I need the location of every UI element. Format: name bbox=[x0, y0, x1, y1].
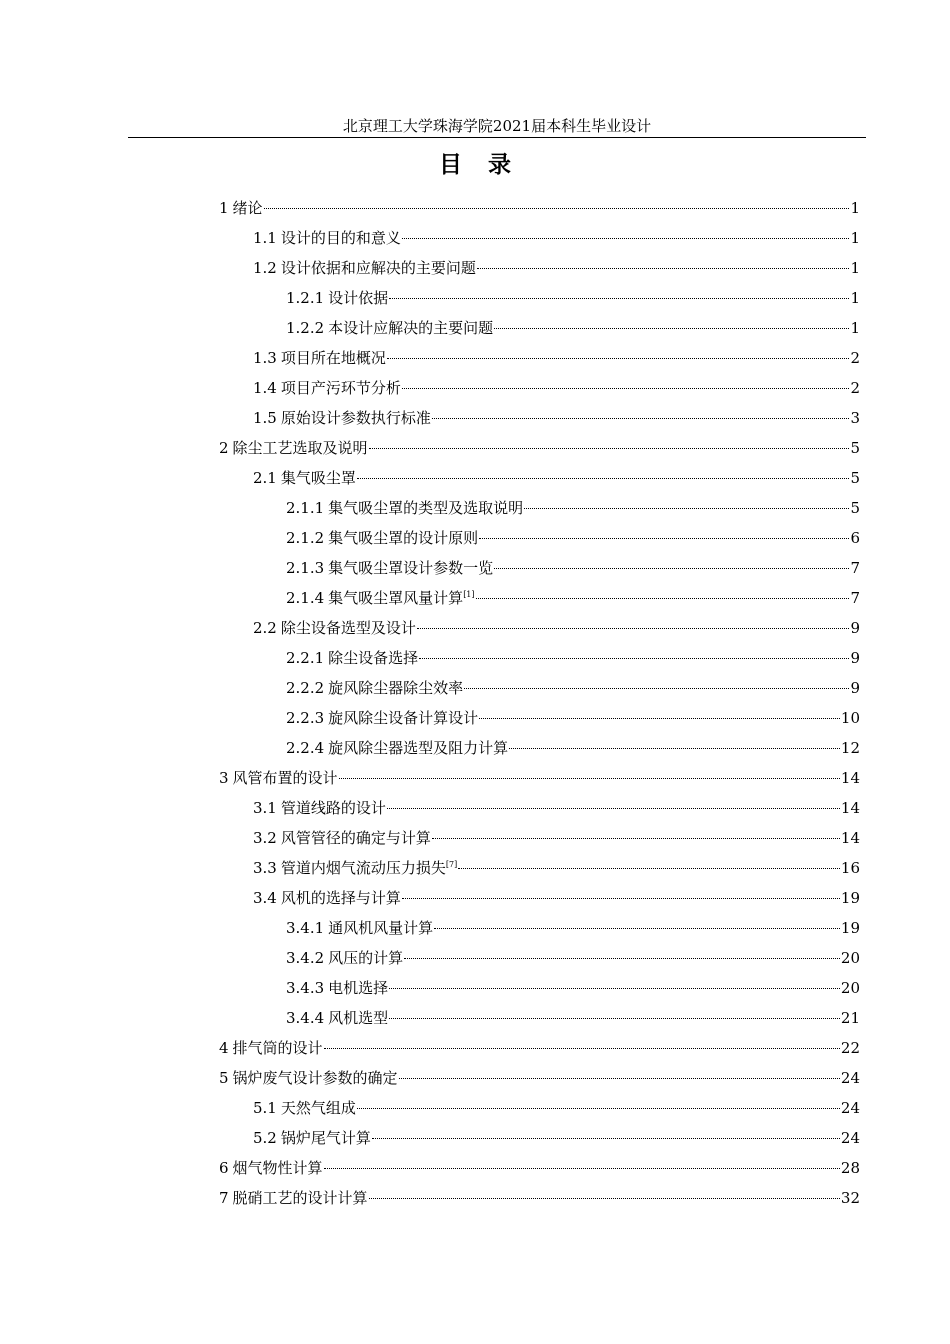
toc-entry[interactable] bbox=[219, 1033, 860, 1063]
toc-entry[interactable] bbox=[219, 313, 860, 343]
toc-entry[interactable] bbox=[219, 553, 860, 583]
toc-entry-title bbox=[281, 253, 476, 283]
dot-leader bbox=[399, 1078, 840, 1079]
toc-entry-title bbox=[233, 763, 338, 793]
toc-entry-number: 1.1 bbox=[253, 229, 277, 247]
toc-entry-page-number: 5 bbox=[850, 499, 860, 517]
toc-entry-title-text: 设计依据 bbox=[328, 289, 389, 307]
toc-entry-title-text: 设计的目的和意义 bbox=[280, 229, 401, 247]
toc-entry[interactable] bbox=[219, 823, 860, 853]
toc-entry-number: 1.2 bbox=[253, 259, 277, 277]
toc-entry-page-number: 28 bbox=[840, 1159, 860, 1177]
toc-entry-page-number: 1 bbox=[850, 259, 860, 277]
dot-leader bbox=[324, 1048, 840, 1049]
toc-entry-number: 6 bbox=[219, 1159, 229, 1177]
toc-entry-number: 3.2 bbox=[253, 829, 277, 847]
dot-leader bbox=[389, 298, 849, 299]
toc-title: 目录 bbox=[439, 151, 537, 178]
toc-entry-title bbox=[328, 493, 523, 523]
toc-entry-title-text: 烟气物性计算 bbox=[232, 1159, 323, 1177]
toc-entry-title-text: 除尘设备选择 bbox=[328, 649, 419, 667]
toc-entry-title-text: 项目所在地概况 bbox=[280, 349, 386, 367]
toc-entry-title bbox=[328, 583, 474, 613]
dot-leader bbox=[369, 448, 850, 449]
toc-entry-title bbox=[328, 523, 478, 553]
toc-entry-title bbox=[233, 433, 368, 463]
toc-entry-title bbox=[281, 223, 401, 253]
toc-entry-title bbox=[328, 703, 478, 733]
dot-leader bbox=[402, 898, 840, 899]
toc-entry-title bbox=[233, 193, 263, 223]
page-header: 北京理工大学珠海学院2021届本科生毕业设计 bbox=[128, 115, 866, 138]
toc-entry-number: 1 bbox=[219, 199, 229, 217]
toc-entry-page-number: 32 bbox=[840, 1189, 860, 1207]
toc-entry-number: 1.3 bbox=[253, 349, 277, 367]
toc-entry-number: 1.4 bbox=[253, 379, 277, 397]
toc-entry[interactable] bbox=[219, 1153, 860, 1183]
dot-leader bbox=[479, 718, 840, 719]
toc-entry-page-number: 3 bbox=[850, 409, 860, 427]
toc-entry-title-text: 项目产污环节分析 bbox=[280, 379, 401, 397]
toc-entry-page-number: 1 bbox=[850, 199, 860, 217]
toc-entry-page-number: 20 bbox=[840, 949, 860, 967]
toc-entry-page-number: 10 bbox=[840, 709, 860, 727]
toc-entry[interactable] bbox=[219, 1093, 860, 1123]
dot-leader bbox=[369, 1198, 840, 1199]
dot-leader bbox=[476, 598, 850, 599]
toc-entry-title bbox=[281, 1093, 356, 1123]
toc-entry-title bbox=[281, 1123, 371, 1153]
dot-leader bbox=[477, 268, 850, 269]
dot-leader bbox=[464, 688, 849, 689]
toc-entry-number: 2.1.3 bbox=[286, 559, 325, 577]
citation-superscript: [1] bbox=[463, 590, 475, 599]
toc-entry-title-text: 天然气组成 bbox=[280, 1099, 356, 1117]
toc-entry-title-text: 脱硝工艺的设计计算 bbox=[232, 1189, 368, 1207]
toc-entry-number: 3.4 bbox=[253, 889, 277, 907]
toc-entry-title-text: 设计依据和应解决的主要问题 bbox=[280, 259, 476, 277]
dot-leader bbox=[494, 328, 849, 329]
dot-leader bbox=[357, 478, 850, 479]
toc-entry-number: 3.4.1 bbox=[286, 919, 325, 937]
toc-entry-title-text: 通风机风量计算 bbox=[328, 919, 434, 937]
toc-entry-number: 2.1.1 bbox=[286, 499, 325, 517]
toc-entry-title-text: 集气吸尘罩 bbox=[280, 469, 356, 487]
toc-entry-title bbox=[328, 973, 388, 1003]
toc-entry-title-text: 锅炉废气设计参数的确定 bbox=[232, 1069, 398, 1087]
toc-entry-title bbox=[233, 1153, 323, 1183]
toc-entry-page-number: 5 bbox=[850, 469, 860, 487]
toc-entry[interactable] bbox=[219, 343, 860, 373]
toc-entry-title-text: 风机选型 bbox=[328, 1009, 389, 1027]
toc-entry[interactable] bbox=[219, 853, 860, 883]
toc-entry-page-number: 6 bbox=[850, 529, 860, 547]
toc-entry-title bbox=[233, 1033, 323, 1063]
toc-entry[interactable] bbox=[219, 1003, 860, 1033]
toc-entry-page-number: 9 bbox=[850, 679, 860, 697]
toc-entry-title bbox=[328, 283, 388, 313]
dot-leader bbox=[432, 838, 840, 839]
toc-entry-title-text: 原始设计参数执行标准 bbox=[280, 409, 431, 427]
toc-entry-page-number: 9 bbox=[850, 649, 860, 667]
dot-leader bbox=[494, 568, 849, 569]
toc-entry[interactable] bbox=[219, 493, 860, 523]
toc-entry-title-text: 风机的选择与计算 bbox=[280, 889, 401, 907]
toc-entry-title bbox=[281, 343, 386, 373]
toc-entry-page-number: 14 bbox=[840, 829, 860, 847]
toc-entry-page-number: 2 bbox=[850, 349, 860, 367]
toc-entry-title bbox=[281, 823, 431, 853]
toc-entry-title bbox=[281, 853, 457, 883]
table-of-contents bbox=[219, 193, 860, 1213]
toc-entry[interactable] bbox=[219, 643, 860, 673]
toc-entry-number: 2.2 bbox=[253, 619, 277, 637]
toc-entry-title-text: 管道线路的设计 bbox=[280, 799, 386, 817]
toc-entry[interactable] bbox=[219, 703, 860, 733]
toc-entry-number: 1.2.2 bbox=[286, 319, 325, 337]
dot-leader bbox=[509, 748, 840, 749]
toc-entry-number: 2.2.1 bbox=[286, 649, 325, 667]
toc-entry-title-text: 电机选择 bbox=[328, 979, 389, 997]
toc-entry-page-number: 14 bbox=[840, 769, 860, 787]
toc-entry[interactable] bbox=[219, 523, 860, 553]
toc-entry-number: 1.5 bbox=[253, 409, 277, 427]
dot-leader bbox=[458, 868, 840, 869]
toc-entry-title bbox=[281, 793, 386, 823]
toc-entry[interactable] bbox=[219, 223, 860, 253]
toc-entry-page-number: 24 bbox=[840, 1069, 860, 1087]
dot-leader bbox=[419, 658, 849, 659]
toc-entry-title bbox=[281, 883, 401, 913]
toc-entry[interactable] bbox=[219, 793, 860, 823]
toc-entry-title-text: 除尘设备选型及设计 bbox=[280, 619, 416, 637]
toc-entry-number: 5.2 bbox=[253, 1129, 277, 1147]
toc-entry-number: 2 bbox=[219, 439, 229, 457]
toc-entry-page-number: 2 bbox=[850, 379, 860, 397]
toc-entry-title-text: 本设计应解决的主要问题 bbox=[328, 319, 494, 337]
toc-entry-number: 3.3 bbox=[253, 859, 277, 877]
toc-entry-title-text: 锅炉尾气计算 bbox=[280, 1129, 371, 1147]
toc-entry-number: 3.4.4 bbox=[286, 1009, 325, 1027]
toc-entry-title-text: 集气吸尘罩风量计算 bbox=[328, 589, 464, 607]
toc-entry-title-text: 绪论 bbox=[232, 199, 263, 217]
toc-entry[interactable] bbox=[219, 1183, 860, 1213]
toc-entry-title bbox=[328, 553, 493, 583]
toc-entry[interactable] bbox=[219, 673, 860, 703]
toc-entry[interactable] bbox=[219, 583, 860, 613]
toc-entry-number: 7 bbox=[219, 1189, 229, 1207]
toc-entry-title bbox=[233, 1183, 368, 1213]
toc-entry-title-text: 集气吸尘罩的设计原则 bbox=[328, 529, 479, 547]
toc-entry-number: 5 bbox=[219, 1069, 229, 1087]
toc-entry-page-number: 1 bbox=[850, 319, 860, 337]
toc-entry-title bbox=[328, 643, 418, 673]
dot-leader bbox=[264, 208, 850, 209]
toc-entry[interactable] bbox=[219, 883, 860, 913]
toc-entry-title-text: 集气吸尘罩的类型及选取说明 bbox=[328, 499, 524, 517]
toc-entry[interactable] bbox=[219, 763, 860, 793]
toc-entry-title bbox=[281, 613, 416, 643]
dot-leader bbox=[402, 238, 850, 239]
dot-leader bbox=[357, 1108, 840, 1109]
dot-leader bbox=[479, 538, 849, 539]
toc-entry-number: 2.2.3 bbox=[286, 709, 325, 727]
toc-entry-page-number: 12 bbox=[840, 739, 860, 757]
toc-entry-page-number: 24 bbox=[840, 1099, 860, 1117]
toc-entry-number: 3.4.3 bbox=[286, 979, 325, 997]
toc-entry-number: 3 bbox=[219, 769, 229, 787]
toc-entry-title-text: 管道内烟气流动压力损失 bbox=[280, 859, 446, 877]
toc-entry-number: 3.4.2 bbox=[286, 949, 325, 967]
toc-entry[interactable] bbox=[219, 283, 860, 313]
toc-entry-number: 2.2.4 bbox=[286, 739, 325, 757]
toc-entry-page-number: 5 bbox=[850, 439, 860, 457]
toc-entry-title bbox=[281, 463, 356, 493]
toc-entry-number: 1.2.1 bbox=[286, 289, 325, 307]
toc-entry-title-text: 风管布置的设计 bbox=[232, 769, 338, 787]
toc-entry-title bbox=[328, 913, 433, 943]
dot-leader bbox=[389, 1018, 840, 1019]
toc-entry-page-number: 7 bbox=[850, 559, 860, 577]
toc-entry[interactable] bbox=[219, 373, 860, 403]
toc-entry-page-number: 24 bbox=[840, 1129, 860, 1147]
dot-leader bbox=[372, 1138, 840, 1139]
toc-entry-title bbox=[328, 313, 493, 343]
toc-entry-number: 2.2.2 bbox=[286, 679, 325, 697]
toc-entry[interactable] bbox=[219, 1063, 860, 1093]
toc-entry[interactable] bbox=[219, 613, 860, 643]
toc-entry-number: 3.1 bbox=[253, 799, 277, 817]
toc-entry-page-number: 21 bbox=[840, 1009, 860, 1027]
toc-entry-title-text: 风管管径的确定与计算 bbox=[280, 829, 431, 847]
toc-entry-title bbox=[328, 733, 508, 763]
toc-entry-title-text: 旋风除尘器选型及阻力计算 bbox=[328, 739, 509, 757]
dot-leader bbox=[389, 988, 840, 989]
toc-entry-page-number: 19 bbox=[840, 889, 860, 907]
toc-entry-title bbox=[281, 373, 401, 403]
toc-entry-title bbox=[328, 1003, 388, 1033]
toc-entry[interactable] bbox=[219, 253, 860, 283]
dot-leader bbox=[339, 778, 840, 779]
toc-entry[interactable] bbox=[219, 973, 860, 1003]
toc-entry[interactable] bbox=[219, 1123, 860, 1153]
toc-entry[interactable] bbox=[219, 193, 860, 223]
toc-entry-title-text: 集气吸尘罩设计参数一览 bbox=[328, 559, 494, 577]
toc-entry-page-number: 1 bbox=[850, 229, 860, 247]
toc-entry-number: 2.1.2 bbox=[286, 529, 325, 547]
toc-entry-title bbox=[233, 1063, 398, 1093]
dot-leader bbox=[387, 358, 850, 359]
toc-entry-page-number: 22 bbox=[840, 1039, 860, 1057]
toc-entry-number: 5.1 bbox=[253, 1099, 277, 1117]
dot-leader bbox=[434, 928, 840, 929]
dot-leader bbox=[324, 1168, 840, 1169]
toc-entry[interactable] bbox=[219, 733, 860, 763]
toc-entry[interactable] bbox=[219, 913, 860, 943]
toc-entry[interactable] bbox=[219, 403, 860, 433]
toc-entry-number: 4 bbox=[219, 1039, 229, 1057]
toc-entry-title-text: 除尘工艺选取及说明 bbox=[232, 439, 368, 457]
toc-entry-page-number: 7 bbox=[850, 589, 860, 607]
toc-entry-page-number: 20 bbox=[840, 979, 860, 997]
toc-entry-title bbox=[328, 943, 403, 973]
toc-entry-title bbox=[281, 403, 431, 433]
toc-entry[interactable] bbox=[219, 433, 860, 463]
dot-leader bbox=[404, 958, 840, 959]
toc-entry-title-text: 旋风除尘设备计算设计 bbox=[328, 709, 479, 727]
toc-entry-page-number: 1 bbox=[850, 289, 860, 307]
toc-entry-page-number: 9 bbox=[850, 619, 860, 637]
toc-entry[interactable] bbox=[219, 463, 860, 493]
dot-leader bbox=[387, 808, 840, 809]
toc-entry-title bbox=[328, 673, 463, 703]
toc-entry-title-text: 排气筒的设计 bbox=[232, 1039, 323, 1057]
dot-leader bbox=[417, 628, 850, 629]
citation-superscript: [7] bbox=[445, 860, 458, 869]
toc-entry-number: 2.1 bbox=[253, 469, 277, 487]
toc-entry-title-text: 风压的计算 bbox=[328, 949, 404, 967]
dot-leader bbox=[432, 418, 850, 419]
dot-leader bbox=[524, 508, 849, 509]
toc-entry-title-text: 旋风除尘器除尘效率 bbox=[328, 679, 464, 697]
toc-entry-page-number: 16 bbox=[840, 859, 860, 877]
toc-entry[interactable] bbox=[219, 943, 860, 973]
toc-entry-page-number: 19 bbox=[840, 919, 860, 937]
toc-entry-number: 2.1.4 bbox=[286, 589, 325, 607]
dot-leader bbox=[402, 388, 850, 389]
toc-entry-page-number: 14 bbox=[840, 799, 860, 817]
